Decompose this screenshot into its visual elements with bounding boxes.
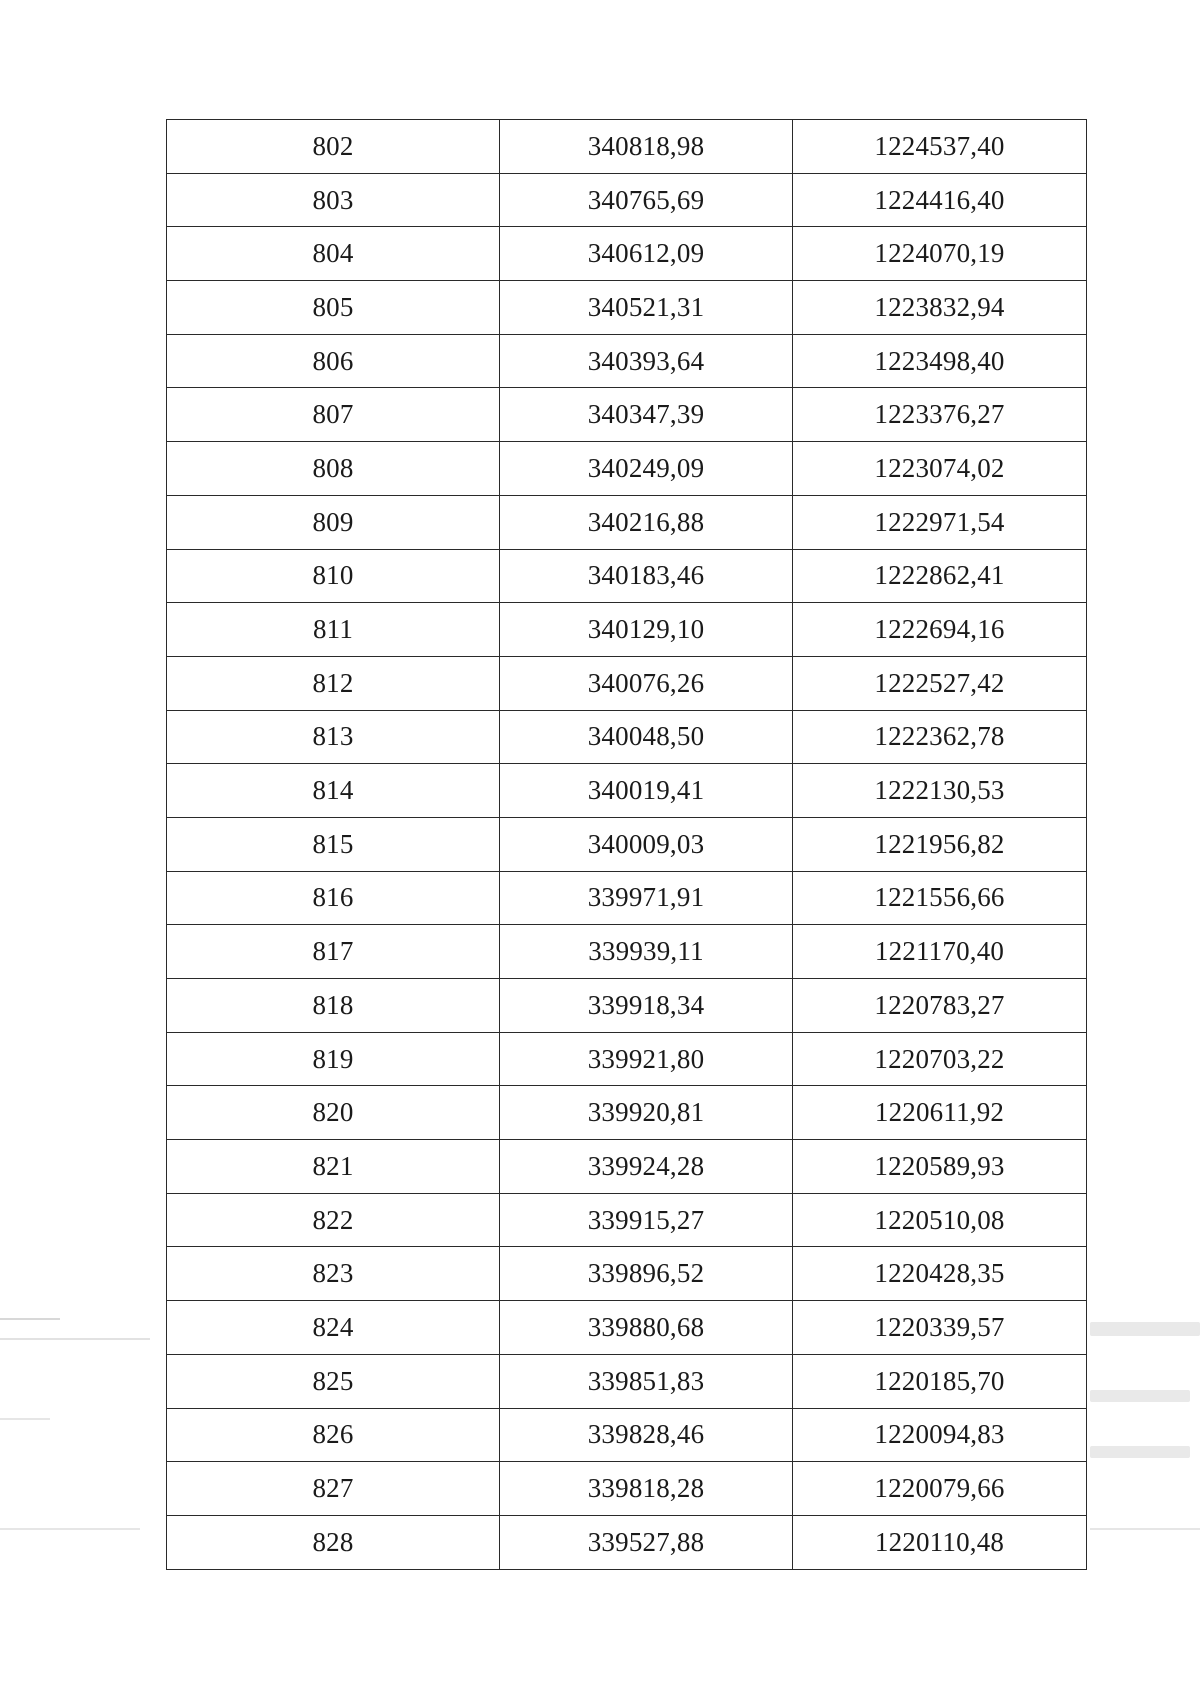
x-coordinate-cell: 340818,98	[500, 120, 793, 174]
y-coordinate-cell: 1221170,40	[793, 925, 1087, 979]
y-coordinate-cell: 1222971,54	[793, 495, 1087, 549]
y-coordinate-cell: 1220185,70	[793, 1354, 1087, 1408]
table-row	[167, 764, 1087, 818]
y-coordinate-cell: 1223074,02	[793, 442, 1087, 496]
table-row	[167, 1515, 1087, 1569]
scan-artifact	[0, 1318, 60, 1320]
scan-artifact	[0, 1528, 140, 1530]
scan-smudge	[1090, 1446, 1190, 1458]
x-coordinate-cell: 339828,46	[500, 1408, 793, 1462]
point-number-cell: 819	[167, 1032, 500, 1086]
y-coordinate-cell: 1223376,27	[793, 388, 1087, 442]
x-coordinate-cell: 339818,28	[500, 1462, 793, 1516]
point-number-cell: 805	[167, 281, 500, 335]
point-number-cell: 804	[167, 227, 500, 281]
x-coordinate-cell: 340521,31	[500, 281, 793, 335]
table-row	[167, 1247, 1087, 1301]
point-number-cell: 810	[167, 549, 500, 603]
x-coordinate-cell: 339920,81	[500, 1086, 793, 1140]
point-number-cell: 814	[167, 764, 500, 818]
table-row	[167, 120, 1087, 174]
point-number-cell: 816	[167, 871, 500, 925]
y-coordinate-cell: 1224537,40	[793, 120, 1087, 174]
point-number-cell: 825	[167, 1354, 500, 1408]
point-number-cell: 828	[167, 1515, 500, 1569]
point-number-cell: 806	[167, 334, 500, 388]
scan-artifact	[1090, 1528, 1200, 1530]
table-row	[167, 1408, 1087, 1462]
y-coordinate-cell: 1220079,66	[793, 1462, 1087, 1516]
table-row	[167, 925, 1087, 979]
x-coordinate-cell: 340009,03	[500, 817, 793, 871]
y-coordinate-cell: 1222130,53	[793, 764, 1087, 818]
x-coordinate-cell: 340216,88	[500, 495, 793, 549]
x-coordinate-cell: 339527,88	[500, 1515, 793, 1569]
table-row	[167, 334, 1087, 388]
table-row	[167, 1462, 1087, 1516]
y-coordinate-cell: 1222862,41	[793, 549, 1087, 603]
y-coordinate-cell: 1220094,83	[793, 1408, 1087, 1462]
y-coordinate-cell: 1222362,78	[793, 710, 1087, 764]
x-coordinate-cell: 339918,34	[500, 979, 793, 1033]
scan-artifact	[0, 1418, 50, 1420]
y-coordinate-cell: 1222694,16	[793, 603, 1087, 657]
table-row	[167, 1086, 1087, 1140]
x-coordinate-cell: 340612,09	[500, 227, 793, 281]
point-number-cell: 818	[167, 979, 500, 1033]
y-coordinate-cell: 1220783,27	[793, 979, 1087, 1033]
point-number-cell: 820	[167, 1086, 500, 1140]
point-number-cell: 815	[167, 817, 500, 871]
y-coordinate-cell: 1223498,40	[793, 334, 1087, 388]
table-row	[167, 173, 1087, 227]
scan-smudge	[1090, 1390, 1190, 1402]
table-row	[167, 871, 1087, 925]
x-coordinate-cell: 339851,83	[500, 1354, 793, 1408]
point-number-cell: 813	[167, 710, 500, 764]
point-number-cell: 811	[167, 603, 500, 657]
point-number-cell: 826	[167, 1408, 500, 1462]
point-number-cell: 808	[167, 442, 500, 496]
scan-artifact	[0, 1338, 150, 1340]
y-coordinate-cell: 1220339,57	[793, 1301, 1087, 1355]
x-coordinate-cell: 340048,50	[500, 710, 793, 764]
y-coordinate-cell: 1220703,22	[793, 1032, 1087, 1086]
table-row	[167, 656, 1087, 710]
table-row	[167, 281, 1087, 335]
x-coordinate-cell: 339880,68	[500, 1301, 793, 1355]
point-number-cell: 803	[167, 173, 500, 227]
coordinates-table-body	[167, 120, 1087, 1570]
table-row	[167, 1301, 1087, 1355]
y-coordinate-cell: 1224070,19	[793, 227, 1087, 281]
x-coordinate-cell: 340183,46	[500, 549, 793, 603]
table-row	[167, 549, 1087, 603]
point-number-cell: 812	[167, 656, 500, 710]
table-row	[167, 817, 1087, 871]
table-row	[167, 388, 1087, 442]
coordinates-table	[166, 119, 1087, 1570]
table-row	[167, 495, 1087, 549]
y-coordinate-cell: 1221956,82	[793, 817, 1087, 871]
x-coordinate-cell: 339921,80	[500, 1032, 793, 1086]
x-coordinate-cell: 339971,91	[500, 871, 793, 925]
table-row	[167, 979, 1087, 1033]
x-coordinate-cell: 340019,41	[500, 764, 793, 818]
scan-smudge	[1090, 1322, 1200, 1336]
x-coordinate-cell: 339915,27	[500, 1193, 793, 1247]
x-coordinate-cell: 339896,52	[500, 1247, 793, 1301]
y-coordinate-cell: 1220110,48	[793, 1515, 1087, 1569]
x-coordinate-cell: 340347,39	[500, 388, 793, 442]
y-coordinate-cell: 1220510,08	[793, 1193, 1087, 1247]
x-coordinate-cell: 339939,11	[500, 925, 793, 979]
x-coordinate-cell: 340249,09	[500, 442, 793, 496]
table-row	[167, 227, 1087, 281]
table-row	[167, 442, 1087, 496]
point-number-cell: 823	[167, 1247, 500, 1301]
y-coordinate-cell: 1224416,40	[793, 173, 1087, 227]
table-row	[167, 1354, 1087, 1408]
y-coordinate-cell: 1222527,42	[793, 656, 1087, 710]
table-row	[167, 603, 1087, 657]
x-coordinate-cell: 340765,69	[500, 173, 793, 227]
point-number-cell: 824	[167, 1301, 500, 1355]
y-coordinate-cell: 1221556,66	[793, 871, 1087, 925]
x-coordinate-cell: 340129,10	[500, 603, 793, 657]
point-number-cell: 807	[167, 388, 500, 442]
x-coordinate-cell: 340076,26	[500, 656, 793, 710]
point-number-cell: 822	[167, 1193, 500, 1247]
point-number-cell: 802	[167, 120, 500, 174]
point-number-cell: 817	[167, 925, 500, 979]
y-coordinate-cell: 1220428,35	[793, 1247, 1087, 1301]
point-number-cell: 827	[167, 1462, 500, 1516]
y-coordinate-cell: 1223832,94	[793, 281, 1087, 335]
point-number-cell: 809	[167, 495, 500, 549]
table-row	[167, 1032, 1087, 1086]
table-row	[167, 710, 1087, 764]
table-row	[167, 1193, 1087, 1247]
table-row	[167, 1140, 1087, 1194]
y-coordinate-cell: 1220589,93	[793, 1140, 1087, 1194]
y-coordinate-cell: 1220611,92	[793, 1086, 1087, 1140]
x-coordinate-cell: 340393,64	[500, 334, 793, 388]
x-coordinate-cell: 339924,28	[500, 1140, 793, 1194]
point-number-cell: 821	[167, 1140, 500, 1194]
